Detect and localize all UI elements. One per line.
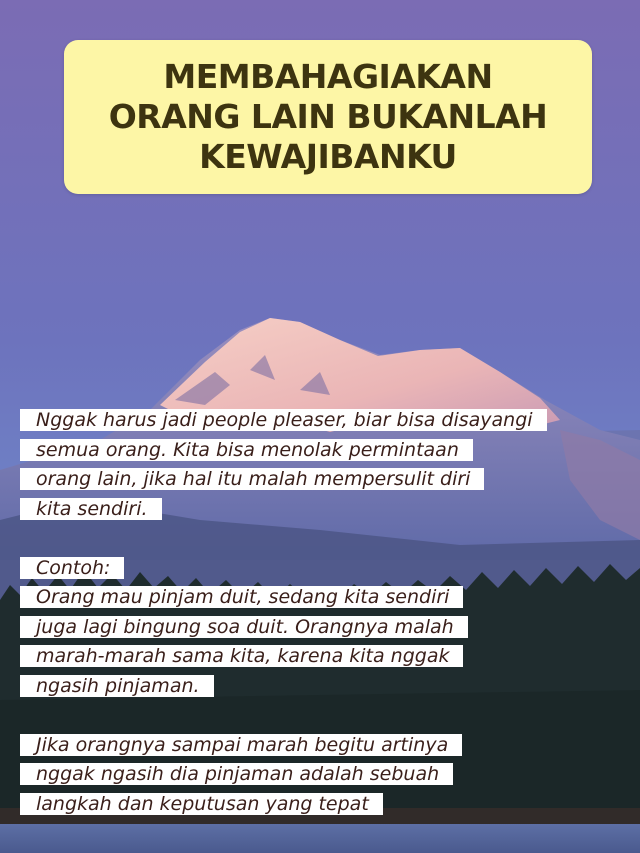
- text-line: Nggak harus jadi people pleaser, biar bisa disayangi: [20, 409, 547, 431]
- paragraph-intro: [20, 406, 640, 524]
- paragraph-conclusion: [20, 731, 640, 820]
- text-line: orang lain, jika hal itu malah mempersulit diri: [20, 468, 484, 490]
- example-label: Contoh:: [20, 557, 124, 579]
- text-line: nggak ngasih dia pinjaman adalah sebuah: [20, 763, 453, 785]
- body-text: [20, 406, 640, 819]
- text-line: ngasih pinjaman.: [20, 675, 214, 697]
- title-banner: [64, 40, 592, 194]
- title-line-2: ORANG LAIN BUKANLAH: [108, 97, 548, 136]
- paragraph-example: [20, 554, 640, 702]
- text-line: marah-marah sama kita, karena kita nggak: [20, 645, 463, 667]
- text-line: langkah dan keputusan yang tepat: [20, 793, 383, 815]
- text-line: kita sendiri.: [20, 498, 162, 520]
- text-line: Jika orangnya sampai marah begitu artinya: [20, 734, 462, 756]
- title-line-3: KEWAJIBANKU: [199, 137, 457, 176]
- text-line: Orang mau pinjam duit, sedang kita sendiri: [20, 586, 463, 608]
- water: [0, 824, 640, 853]
- title-line-1: MEMBAHAGIAKAN: [163, 57, 493, 96]
- text-line: semua orang. Kita bisa menolak permintaan: [20, 439, 473, 461]
- text-line: juga lagi bingung soa duit. Orangnya malah: [20, 616, 468, 638]
